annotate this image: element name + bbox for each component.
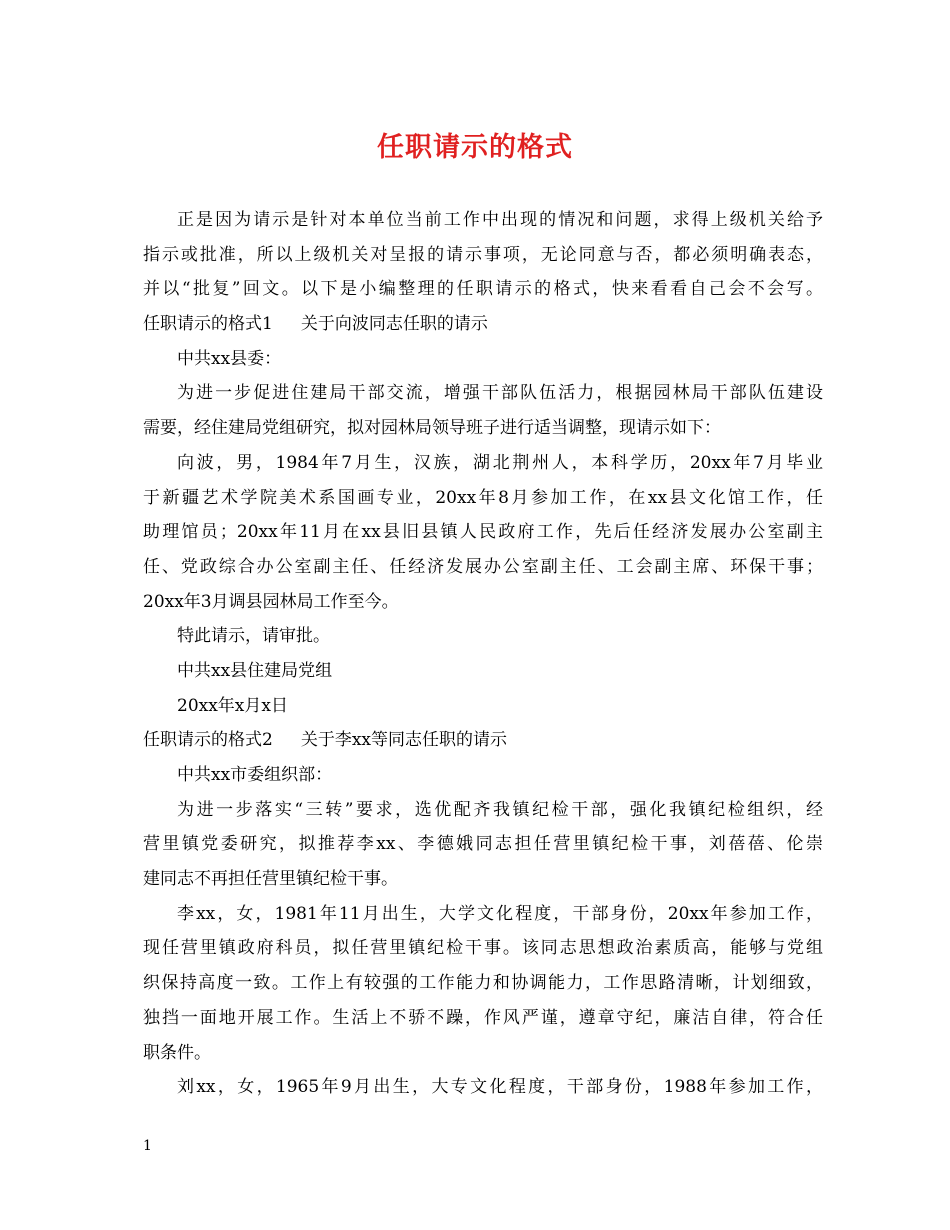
document-title: 任职请示的格式: [377, 132, 573, 163]
paragraph-4-line-5: 职条件。: [143, 1042, 211, 1063]
paragraph-4-line-3: 织保持高度一致。工作上有较强的工作能力和协调能力，工作思路清晰，计划细致，: [143, 973, 823, 994]
paragraph-3-line-2: 营里镇党委研究，拟推荐李xx、李德娥同志担任营里镇纪检干事，刘蓓蓓、伦崇: [143, 834, 823, 855]
paragraph-3-line-1: 为进一步落实“三转”要求，选优配齐我镇纪检干部，强化我镇纪检组织，经: [177, 799, 823, 820]
paragraph-3-line-3: 建同志不再担任营里镇纪检干事。: [143, 869, 398, 890]
paragraph-2-line-5: 20xx年3月调县园林局工作至今。: [143, 591, 399, 612]
date-1: 20xx年x月x日: [177, 695, 288, 716]
paragraph-4-line-2: 现任营里镇政府科员，拟任营里镇纪检干事。该同志思想政治素质高，能够与党组: [143, 938, 823, 959]
section-heading-1: [143, 307, 823, 342]
paragraph-2-line-2: 于新疆艺术学院美术系国画专业，20xx年8月参加工作，在xx县文化馆工作，任: [143, 487, 823, 508]
paragraph-5-line-1: 刘xx，女，1965年9月出生，大专文化程度，干部身份，1988年参加工作，: [177, 1077, 823, 1098]
signatory-1: 中共xx县住建局党组: [177, 660, 333, 681]
section-heading-2: [143, 723, 823, 758]
paragraph-1-line-1: 为进一步促进住建局干部交流，增强干部队伍活力，根据园林局干部队伍建设: [177, 383, 823, 404]
intro-line-3: 并以“批复”回文。以下是小编整理的任职请示的格式，快来看看自己会不会写。: [143, 279, 823, 300]
paragraph-4-line-4: 独挡一面地开展工作。生活上不骄不躁，作风严谨，遵章守纪，廉洁自律，符合任: [143, 1007, 823, 1028]
addressee-1: 中共xx县委：: [177, 348, 282, 369]
paragraph-2-line-4: 任、党政综合办公室副主任、任经济发展办公室副主任、工会副主席、环保干事；: [143, 556, 823, 577]
intro-line-1: 正是因为请示是针对本单位当前工作中出现的情况和问题，求得上级机关给予: [177, 210, 823, 230]
section-label-1: 任职请示的格式1: [143, 314, 273, 335]
paragraph-1-line-2: 需要，经住建局党组研究，拟对园林局领导班子进行适当调整，现请示如下：: [143, 418, 721, 439]
document-body: [143, 203, 823, 1105]
page-number: 1: [143, 1138, 152, 1154]
addressee-2: 中共xx市委组织部：: [177, 765, 333, 785]
closing-line-1: 特此请示，请审批。: [177, 626, 330, 647]
paragraph-4-line-1: 李xx，女，1981年11月出生，大学文化程度，干部身份，20xx年参加工作，: [177, 903, 823, 924]
section-label-2: 任职请示的格式2: [143, 730, 273, 751]
intro-line-2: 指示或批准，所以上级机关对呈报的请示事项，无论同意与否，都必须明确表态，: [143, 244, 823, 265]
paragraph-2-line-1: 向波，男，1984年7月生，汉族，湖北荆州人，本科学历，20xx年7月毕业: [177, 452, 823, 473]
section-title-2: 关于李xx等同志任职的请示: [300, 730, 508, 751]
paragraph-2-line-3: 助理馆员；20xx年11月在xx县旧县镇人民政府工作，先后任经济发展办公室副主: [143, 522, 823, 543]
section-title-1: 关于向波同志任职的请示: [300, 314, 488, 335]
